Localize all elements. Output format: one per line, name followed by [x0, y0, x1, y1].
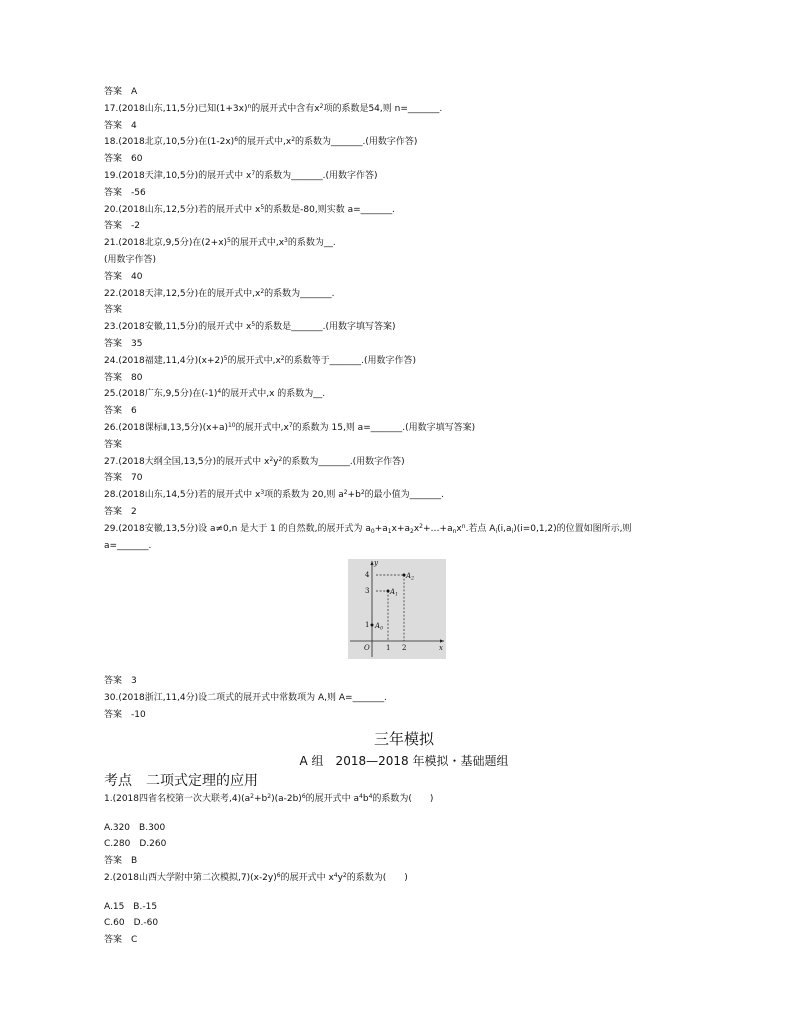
text-segment: (i,a [497, 523, 512, 534]
text-segment: 30.(2018浙江,11,4分)设二项式的展开式中常数项为 A,则 A=_______. [104, 693, 387, 704]
text-segment: 的系数是-80,则实数 a=_______. [264, 204, 395, 215]
text-segment: 2 [360, 489, 365, 497]
text-segment: 的系数等于_______.(用数字作答) [284, 355, 416, 366]
text-segment: .若点 A [465, 523, 496, 534]
group-title: A 组 2018—2018 年模拟・基础题组 [299, 753, 509, 768]
text-segment: +…+a [423, 523, 453, 534]
text-segment: 25.(2018广东,9,5分)在(-1) [104, 389, 218, 400]
y-tick-3: 3 [365, 587, 370, 596]
text-segment: 答案 3 [104, 676, 137, 687]
question-line [104, 386, 704, 403]
text-segment: 答案 -10 [104, 709, 146, 720]
question-line [104, 353, 704, 370]
text-segment: 7 [251, 169, 256, 177]
text-segment: x+a [391, 523, 411, 534]
x-tick-2: 2 [402, 644, 407, 653]
y-tick-1: 1 [365, 621, 370, 630]
text-segment: 答案 6 [104, 406, 137, 417]
text-segment: 2 [342, 871, 347, 879]
text-segment: 答案 60 [104, 154, 143, 165]
text-segment: 4 [217, 388, 222, 396]
answer-line [104, 269, 704, 286]
question-line [104, 252, 704, 269]
answer-line [104, 504, 704, 521]
text-segment: 的系数为( ) [372, 793, 434, 804]
text-segment: (用数字作答) [104, 254, 157, 265]
spacer [104, 808, 704, 820]
y-tick-4: 4 [365, 571, 370, 580]
text-segment: 21.(2018北京,9,5分)在(2+x) [104, 238, 228, 249]
text-segment: 答案 2 [104, 506, 137, 517]
text-segment: 2 [291, 136, 296, 144]
question-line [104, 134, 704, 151]
answer-line [104, 470, 704, 487]
text-segment: 4 [368, 792, 373, 800]
text-segment: n [452, 527, 457, 535]
text-segment: i [511, 527, 514, 535]
question-line [104, 915, 704, 932]
text-segment: 答案 4 [104, 120, 137, 131]
text-segment: C.60 D.-60 [104, 918, 159, 929]
answer-line [104, 673, 704, 690]
text-segment: 的系数为_______.(用数字作答) [255, 170, 378, 181]
question-list-continued [104, 673, 704, 723]
text-segment: 2 [319, 102, 324, 110]
text-segment: 29.(2018安徽,13,5分)设 a≠0,n 是大于 1 的自然数,的展开式为 a [104, 523, 371, 534]
question-list [104, 84, 704, 554]
question-line [104, 420, 704, 437]
text-segment: 的系数为_______.(用数字作答) [282, 456, 405, 467]
text-segment: 答案 80 [104, 372, 143, 383]
question-line [104, 853, 704, 870]
text-segment: 1.(2018四省名校第一次大联考,4)(a [104, 793, 251, 804]
text-segment: 6 [276, 871, 281, 879]
question-line [104, 487, 704, 504]
figure-background [348, 559, 446, 659]
text-segment: b [362, 793, 369, 804]
text-segment: 的展开式中,x [235, 422, 289, 433]
text-segment: i [495, 527, 498, 535]
y-axis-label: y [374, 559, 378, 568]
text-segment: 2 [410, 527, 414, 535]
question-line [104, 836, 704, 853]
answer-line [104, 302, 704, 319]
text-segment: 18.(2018北京,10,5分)在(1-2x) [104, 137, 235, 148]
text-segment: 2 [267, 792, 272, 800]
answer-line [104, 218, 704, 235]
text-segment: 24.(2018福建,11,4分)(x+2) [104, 355, 224, 366]
text-segment: 2 [250, 792, 254, 800]
text-segment: n [461, 522, 466, 530]
question-line [104, 521, 704, 538]
text-segment: 5 [251, 321, 256, 329]
text-segment: )(a-2b) [271, 793, 302, 804]
question-line [104, 791, 704, 808]
text-segment: +b [347, 490, 361, 501]
text-segment: 6 [301, 792, 306, 800]
coordinate-figure [348, 559, 446, 659]
text-segment: y [273, 456, 279, 467]
answer-line [104, 118, 704, 135]
spacer [104, 887, 704, 899]
question-line [104, 820, 704, 837]
text-segment: A.15 B.-15 [104, 901, 158, 912]
figure-container [104, 559, 704, 671]
text-segment: 的展开式中含有x [251, 103, 320, 114]
text-segment: +b [253, 793, 268, 804]
origin-label: O [364, 644, 370, 653]
question-line [104, 690, 704, 707]
point-a1-label: $A_1$ [390, 588, 398, 598]
text-segment: 19.(2018天津,10,5分)的展开式中 x [104, 170, 252, 181]
answer-line [104, 370, 704, 387]
text-segment: 的系数为__. [287, 238, 336, 249]
answer-line [104, 84, 704, 101]
text-segment: 27.(2018大纲全国,13,5分)的展开式中 x [104, 456, 270, 467]
text-segment: 26.(2018课标Ⅱ,13,5分)(x+a) [104, 422, 228, 433]
answer-line [104, 336, 704, 353]
text-segment: 答案 C [104, 935, 138, 946]
question-line [104, 538, 704, 555]
text-segment: )(i=0,1,2)的位置如图所示,则 [513, 523, 632, 534]
question-line [104, 235, 704, 252]
text-segment: 答案 40 [104, 271, 143, 282]
question-line [104, 168, 704, 185]
text-segment: 4 [359, 792, 363, 800]
text-segment: 2.(2018山西大学附中第二次模拟,7)(x-2y) [104, 872, 277, 883]
text-segment: 2 [260, 287, 265, 295]
text-segment: 的系数为 15,则 a=_______.(用数字填写答案) [292, 422, 476, 433]
question-line [104, 319, 704, 336]
question-line [104, 286, 704, 303]
text-segment: 1 [387, 527, 392, 535]
question-line [104, 932, 704, 949]
text-segment: 答案 [104, 439, 123, 450]
text-segment: 2 [269, 455, 274, 463]
text-segment: 的展开式中 x [280, 872, 334, 883]
answer-line [104, 707, 704, 724]
text-segment: 0 [370, 527, 375, 535]
answer-line [104, 185, 704, 202]
text-segment: x [456, 523, 462, 534]
answer-line [104, 403, 704, 420]
text-segment: 的系数是_______.(用数字填写答案) [255, 322, 396, 333]
text-segment: 答案 -2 [104, 221, 140, 232]
x-axis-label: x [439, 644, 443, 653]
question-line [104, 899, 704, 916]
text-segment: 10 [227, 421, 236, 429]
question-line [104, 454, 704, 471]
point-a0 [371, 624, 374, 627]
text-segment: 6 [234, 136, 239, 144]
point-a0-label: $A_0$ [375, 622, 383, 632]
text-segment: 2 [278, 455, 283, 463]
text-segment: 2 [419, 522, 423, 530]
text-segment: 4 [333, 871, 338, 879]
page-content [104, 84, 704, 949]
text-segment: x [413, 523, 420, 534]
mock-question-list [104, 791, 704, 949]
text-segment: 5 [260, 203, 265, 211]
text-segment: 的系数为_______. [264, 288, 335, 299]
text-segment: 17.(2018山东,11,5分)已知(1+3x) [104, 103, 248, 114]
text-segment: n [247, 102, 252, 110]
text-segment: 2 [280, 354, 285, 362]
text-segment: 的系数为( ) [346, 872, 408, 883]
text-segment: 项的系数是54,则 n=_______. [323, 103, 443, 114]
text-segment: 的展开式中,x [227, 355, 281, 366]
text-segment: 项的系数为 20,则 a [264, 490, 344, 501]
question-line [104, 870, 704, 887]
text-segment: 答案 35 [104, 338, 143, 349]
text-segment: 20.(2018山东,12,5分)若的展开式中 x [104, 204, 261, 215]
text-segment: 5 [227, 237, 231, 245]
text-segment: 的系数为_______.(用数字作答) [295, 137, 418, 148]
text-segment: 28.(2018山东,14,5分)若的展开式中 x [104, 490, 261, 501]
text-segment: 的展开式中 a [305, 793, 360, 804]
text-segment: 答案 -56 [104, 187, 146, 198]
topic-title: 考点 二项式定理的应用 [104, 772, 258, 789]
text-segment: a=_______. [104, 540, 152, 551]
question-line [104, 202, 704, 219]
text-segment: 的最小值为_______. [364, 490, 445, 501]
text-segment: y [337, 872, 343, 883]
text-segment: +a [374, 523, 388, 534]
text-segment: 5 [223, 354, 228, 362]
point-a2-label: $A_2$ [406, 572, 414, 582]
text-segment: 答案 B [104, 856, 138, 867]
question-line [104, 101, 704, 118]
text-segment: C.280 D.260 [104, 839, 167, 850]
text-segment: 的展开式中,x [230, 238, 285, 249]
text-segment: 的展开式中,x [238, 137, 292, 148]
text-segment: 23.(2018安徽,11,5分)的展开式中 x [104, 322, 252, 333]
text-segment: 答案 [104, 305, 123, 316]
answer-line [104, 437, 704, 454]
text-segment: 3 [260, 489, 265, 497]
x-tick-1: 1 [386, 644, 391, 653]
text-segment: 3 [284, 237, 288, 245]
text-segment: 2 [343, 489, 348, 497]
text-segment: 7 [288, 421, 293, 429]
answer-line [104, 151, 704, 168]
section-title: 三年模拟 [373, 729, 434, 748]
text-segment: 22.(2018天津,12,5分)在的展开式中,x [104, 288, 261, 299]
text-segment: 的展开式中,x 的系数为__. [221, 389, 326, 400]
text-segment: 答案 70 [104, 473, 143, 484]
text-segment: A.320 B.300 [104, 822, 166, 833]
text-segment: 答案 A [104, 87, 138, 97]
